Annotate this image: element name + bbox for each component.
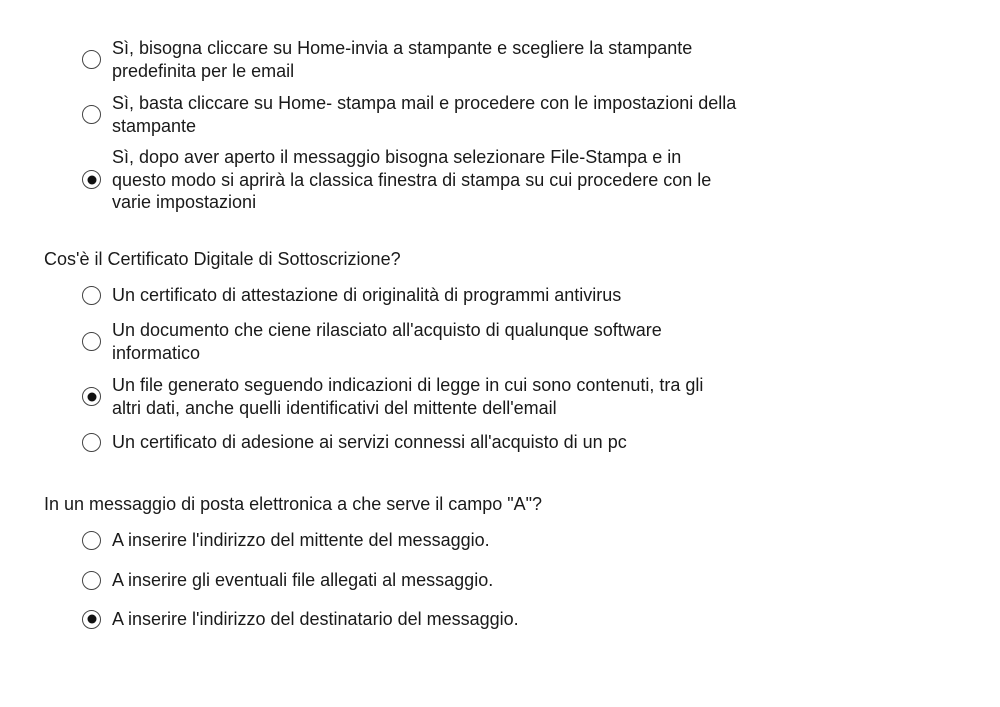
q1-option-1[interactable]: [82, 37, 737, 82]
option-label: A inserire l'indirizzo del destinatario del messaggio.: [112, 609, 519, 629]
option-label: Sì, bisogna cliccare su Home-invia a stampante e scegliere la stampante predefinita per le email: [112, 38, 693, 81]
q3-option-3[interactable]: [82, 608, 737, 631]
option-label: Un certificato di attestazione di originalità di programmi antivirus: [112, 285, 622, 305]
radio-button[interactable]: [82, 332, 101, 351]
q1-option-2[interactable]: [82, 92, 737, 137]
radio-button[interactable]: [82, 50, 101, 69]
option-label: Un certificato di adesione ai servizi connessi all'acquisto di un pc: [112, 432, 627, 452]
question-text: Cos'è il Certificato Digitale di Sottoscrizione?: [44, 249, 401, 269]
q3-option-2[interactable]: [82, 569, 737, 592]
q2-option-3[interactable]: [82, 374, 737, 419]
option-label: Sì, dopo aver aperto il messaggio bisogna selezionare File-Stampa e in questo modo si aprirà la classica finestra di stampa su cui procedere con le varie impostazioni: [112, 147, 712, 212]
option-label: Un documento che ciene rilasciato all'acquisto di qualunque software informatico: [112, 320, 662, 363]
radio-button-selected[interactable]: [82, 170, 101, 189]
radio-button[interactable]: [82, 433, 101, 452]
radio-button[interactable]: [82, 571, 101, 590]
q3-option-1[interactable]: [82, 529, 737, 552]
q2-option-1[interactable]: [82, 284, 737, 307]
radio-button[interactable]: [82, 531, 101, 550]
q2-option-2[interactable]: [82, 319, 737, 364]
option-label: A inserire gli eventuali file allegati al messaggio.: [112, 570, 494, 590]
question-text: In un messaggio di posta elettronica a che serve il campo "A"?: [44, 494, 543, 514]
q2-option-4[interactable]: [82, 431, 737, 454]
option-label: Un file generato seguendo indicazioni di legge in cui sono contenuti, tra gli altri dati, anche quelli identificativi del mittente dell'email: [112, 375, 704, 418]
option-label: A inserire l'indirizzo del mittente del messaggio.: [112, 530, 490, 550]
radio-button[interactable]: [82, 105, 101, 124]
radio-button[interactable]: [82, 286, 101, 305]
q1-option-3[interactable]: [82, 146, 737, 214]
radio-button-selected[interactable]: [82, 387, 101, 406]
option-label: Sì, basta cliccare su Home- stampa mail e procedere con le impostazioni della stampante: [112, 93, 737, 136]
radio-button-selected[interactable]: [82, 610, 101, 629]
